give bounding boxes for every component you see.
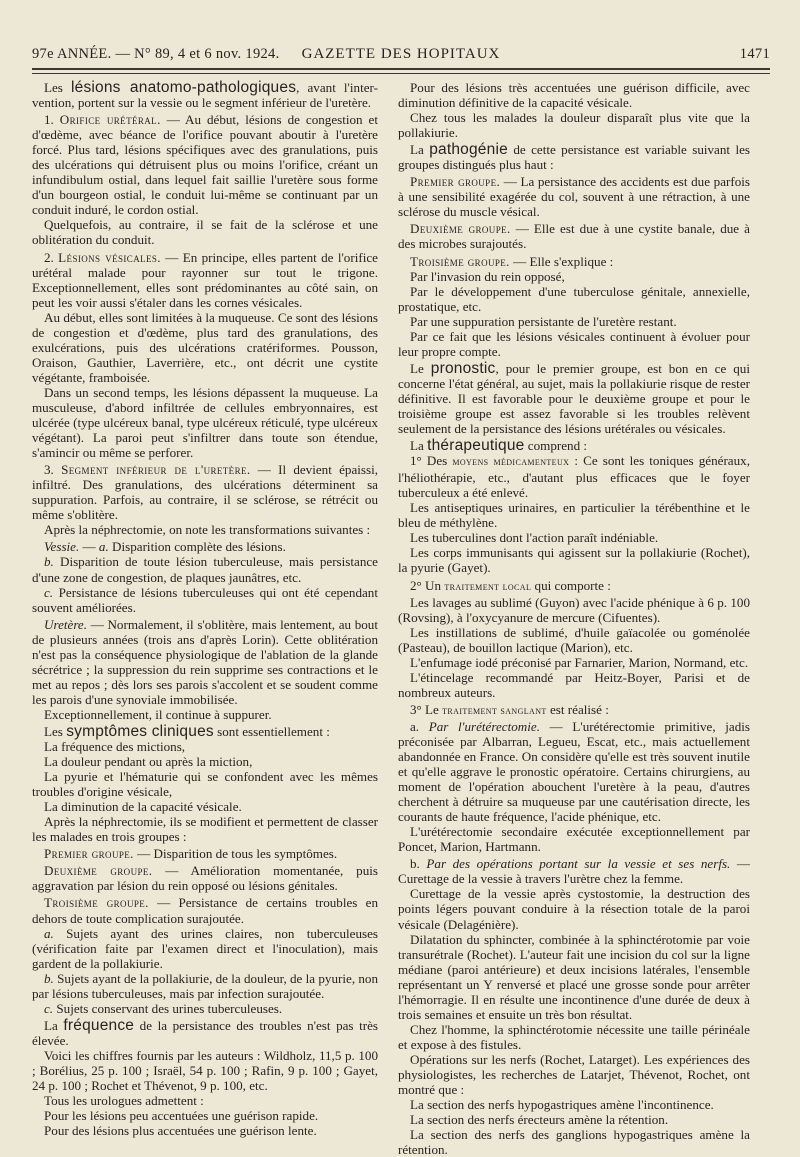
header-rule-thick: [32, 68, 770, 70]
paragraph: Premier groupe. — Disparition de tous les symptômes.: [44, 846, 338, 862]
paragraph: Chez l'homme, la sphinctérotomie nécessite une taille périnéale et expose à des fistules.: [398, 1021, 750, 1052]
paragraph: Pour des lésions plus accentuées une guérison lente.: [44, 1123, 317, 1139]
paragraph: 3. Segment inférieur de l'uretère. — Il devient épaissi, infiltré. Des granulations, des ulcérations déterminent sa suppuration. Parfois, au contraire, il se sclérose, se rétrécit ou même s'oblitère.: [32, 462, 379, 523]
paragraph: Les tuberculines dont l'action paraît indéniable.: [410, 530, 659, 546]
group-label: Premier groupe.: [44, 846, 134, 862]
paragraph: Après la néphrectomie, ils se modifient et permettent de classer les malades en trois groupes :: [32, 814, 378, 845]
paragraph: Uretère. — Normalement, il s'oblitère, mais lentement, au bout de plusieurs années (trois ans d'après Lorin). Cette oblitération n'est pas la conséquence physiologique de l'ablation de la glande sécrétrice ; la suppression du rein supprime ses contractions et le met au repos ; dès lors ses parois s'accolent et se soudent comme les parois d'une synoviale immobilisée.: [32, 616, 378, 707]
right-column: [398, 80, 751, 1157]
paragraph: c. Sujets conservant des urines tuberculeuses.: [44, 1000, 283, 1016]
section-heading: thérapeutique: [427, 437, 525, 455]
paragraph: 2. Lésions vésicales. — En principe, elles partent de l'orifice urétéral malade pour rayonner sur tout le trigone. Exceptionnellement, elles sont prédominantes au côté sain, on peut les voir aussi s'étaler dans les cornes vésicales.: [32, 249, 378, 310]
paragraph: a. Par l'urétérectomie. — L'urétérectomie primitive, jadis préconisée par Albarran, Legueu, Escat, etc., mais actuellement abandonnée en France. On considère qu'elle est très souvent inutile et qu'elle aggrave le pronostic opératoire. Certains chirurgiens, au moment de l'opération abouchent l'uretère à la peau, d'autres cherchent à détruire sa muqueuse par une cautérisation directe, les courants de haute fréquence, l'acide phénique, etc.: [398, 718, 750, 825]
paragraph: Vessie. — a. Disparition complète des lésions.: [44, 539, 286, 555]
group-label: Deuxième groupe.: [410, 221, 511, 237]
paragraph: Opérations sur les nerfs (Rochet, Latarget). Les expériences des physiologistes, les recherches de Latarjet, Thévenot, Rochet, ont montré que :: [398, 1051, 750, 1098]
paragraph: Les instillations de sublimé, d'huile gaïacolée ou goménolée (Pasteau), de bouillon lactique (Marion), etc.: [398, 624, 750, 655]
paragraph: 2° Un traitement local qui comporte :: [410, 577, 611, 593]
page-number: 1471: [739, 46, 770, 62]
paragraph: Deuxième groupe. — Elle est due à une cystite banale, due à des microbes surajoutés.: [398, 221, 750, 252]
paragraph: 1° Des moyens médicamenteux : Ce sont les toniques généraux, l'héliothérapie, etc., d'autant plus efficaces que le foyer tuberculeux a été enlevé.: [398, 453, 750, 501]
paragraph: Les antiseptiques urinaires, en particulier la térébenthine et le bleu de méthylène.: [398, 500, 750, 531]
left-column: [32, 80, 378, 1140]
header-rule-thin: [32, 73, 770, 74]
subsection-title: traitement local: [444, 580, 532, 593]
journal-title: GAZETTE DES HOPITAUX: [301, 46, 501, 62]
paragraph: 1. Orifice urétéral. — Au début, lésions de congestion et d'œdème, avec béance de l'orifice pouvant aboutir à l'uretère forcé. Plus tard, lésions spécifiques avec des granulations, puis des ulcérations qui détruisent plus ou moins l'orifice, créant un infundibulum ostial, dans lequel fait saillie l'uretère sous forme d'un bourgeon ostial, le conduit lui-même se continuant par un conduit induré, le cordon ostial.: [32, 112, 379, 218]
paragraph: Les lésions anatomo-pathologiques, avant l'inter-vention, portent sur la vessie ou le segment inférieur de l'uretère.: [32, 79, 378, 111]
paragraph: Tous les urologues admettent :: [44, 1093, 204, 1109]
paragraph: Par une suppuration persistante de l'uretère restant.: [410, 313, 677, 329]
paragraph: L'étincelage recommandé par Heitz-Boyer, Parisi et de nombreux auteurs.: [398, 669, 750, 700]
paragraph: Troisième groupe. — Persistance de certains troubles en dehors de toute complication surajoutée.: [32, 895, 378, 926]
subsection-title: Segment inférieur de l'uretère.: [61, 462, 251, 478]
paragraph: 3° Le traitement sanglant est réalisé :: [410, 701, 609, 717]
paragraph: Pour des lésions très accentuées une guérison difficile, avec diminution définitive de la capacité vésicale.: [398, 80, 750, 111]
paragraph: L'enfumage iodé préconisé par Farnarier, Marion, Normand, etc.: [410, 654, 749, 670]
paragraph: a. Sujets ayant des urines claires, non tuberculeuses (vérification faite par l'examen direct et l'inoculation), mais gardent de la pollakiurie.: [32, 925, 378, 971]
paragraph: Les corps immunisants qui agissent sur la pollakiurie (Rochet), la pyurie (Gayet).: [398, 545, 750, 576]
paragraph: b. Disparition de toute lésion tuberculeuse, mais persistance d'une zone de congestion, de plaques jaunâtres, etc.: [32, 554, 378, 585]
subsection-title: moyens médicamenteux: [452, 456, 570, 469]
paragraph: Au début, elles sont limitées à la muqueuse. Ce sont des lésions de congestion et d'œdème, plus tard des granulations, des exulcérations, puis des ulcérations cratériformes. Pousson, Oraison, Gauthier, Laverrière, etc., ont décrit une cystite végétante, framboisée.: [32, 309, 378, 385]
subsection-title: Par des opérations portant sur la vessie et ses nerfs.: [426, 856, 731, 872]
paragraph: b. Sujets ayant de la pollakiurie, de la douleur, de la pyurie, non par lésions tuberculeuses, mais par infection surajoutée.: [32, 970, 379, 1001]
paragraph: b. Par des opérations portant sur la vessie et ses nerfs. — Curettage de la vessie à travers l'urètre chez la femme.: [398, 856, 751, 887]
paragraph: La thérapeutique comprend :: [410, 437, 588, 455]
paragraph: Chez tous les malades la douleur disparaît plus vite que la pollakiurie.: [398, 110, 750, 141]
paragraph: Par ce fait que les lésions vésicales continuent à évoluer pour leur propre compte.: [398, 328, 750, 359]
paragraph: Le pronostic, pour le premier groupe, est bon en ce qui concerne l'état général, au sujet, mais la pollakiurie risque de rester définitive. Il est favorable pour le deuxième groupe et pour le troisième groupe est assez favorable si les troubles relèvent seulement de la persistance des lésions urétérales ou vésicales.: [398, 359, 750, 437]
section-heading: symptômes cliniques: [66, 722, 214, 740]
section-heading: lésions anatomo-pathologiques: [70, 79, 297, 96]
paragraph: Troisième groupe. — Elle s'explique :: [410, 253, 614, 269]
paragraph: La fréquence de la persistance des troubles n'est pas très élevée.: [32, 1016, 378, 1048]
paragraph: Pour les lésions peu accentuées une guérison rapide.: [44, 1108, 319, 1124]
paragraph: Par le développement d'une tuberculose génitale, annexielle, prostatique, etc.: [398, 283, 750, 314]
section-heading: fréquence: [63, 1016, 135, 1034]
paragraph: Premier groupe. — La persistance des accidents est due parfois à une sensibilité exagérée du col, souvent à une rétraction, à une sclérose du muscle vésical.: [398, 174, 751, 220]
group-label: Premier groupe.: [410, 174, 501, 190]
paragraph: L'urétérectomie secondaire exécutée exceptionnellement par Poncet, Marion, Hartmann.: [398, 824, 750, 855]
paragraph: Curettage de la vessie après cystostomie, la destruction des points légers pouvant conduire à la résection totale de la paroi vésicale (Delagénière).: [398, 886, 750, 932]
paragraph: Exceptionnellement, il continue à suppurer.: [44, 706, 272, 722]
paragraph: La section des nerfs érecteurs amène la rétention.: [410, 1112, 669, 1128]
paragraph: La pyurie et l'hématurie qui se confondent avec les mêmes troubles d'origine vésicale,: [32, 769, 378, 800]
paragraph: Les symptômes cliniques sont essentiellement :: [44, 722, 330, 740]
paragraph: La diminution de la capacité vésicale.: [44, 799, 242, 815]
paragraph: La pathogénie de cette persistance est variable suivant les groupes distingués plus haut :: [398, 141, 750, 173]
paragraph: Après la néphrectomie, on note les transformations suivantes :: [44, 522, 371, 538]
paragraph: Les lavages au sublimé (Guyon) avec l'acide phénique à 6 p. 100 (Rovsing), à l'oxycyanure de mercure (Cifuentes).: [398, 594, 750, 625]
issue-info: 97e ANNÉE. — N° 89, 4 et 6 nov. 1924.: [32, 46, 280, 62]
paragraph: Par l'invasion du rein opposé,: [410, 268, 565, 284]
paragraph: c. Persistance de lésions tuberculeuses qui ont été cependant souvent améliorées.: [32, 584, 378, 615]
paragraph: Dans un second temps, les lésions dépassent la muqueuse. La musculeuse, d'abord infiltrée de cellules embryonnaires, est ulcérée (type ulcéreux banal, type ulcéreux réticulé, type ulcéreux végétant). La paroi peut s'infiltrer dans toute son étendue, s'amincir ou même se perforer.: [32, 384, 378, 461]
paragraph: Voici les chiffres fournis par les auteurs : Wildholz, 11,5 p. 100 ; Borélius, 25 p. 100 ; Israël, 54 p. 100 ; Rafin, 9 p. 100 ; Gayet, 24 p. 100 ; Rochet et Thévenot, 9 p. 100, etc.: [32, 1047, 378, 1094]
paragraph: La fréquence des mictions,: [44, 739, 186, 755]
paragraph: La section des nerfs des ganglions hypogastriques amène la rétention.: [398, 1127, 750, 1157]
subsection-title: Lésions vésicales.: [58, 249, 161, 265]
paragraph: Dilatation du sphincter, combinée à la sphinctérotomie par voie transurétrale (Rochet). L'auteur fait une incision du col sur la ligne médiane (paroi antérieure) et deux incisions latérales, l'ensemble représentant un Y renversé et placé une grosse sonde pour arrêter l'hémorragie. Il en résulte une incontinence d'une durée de deux à trois semaines et ensuite un très bon résultat.: [398, 931, 750, 1022]
subsection-title: traitement sanglant: [442, 704, 547, 717]
section-heading: pathogénie: [429, 141, 508, 159]
paragraph: La douleur pendant ou après la miction,: [44, 754, 253, 770]
subsection-title: Par l'urétérectomie.: [428, 718, 540, 734]
group-label: Troisième groupe.: [410, 253, 510, 269]
paragraph: Quelquefois, au contraire, il se fait de la sclérose et une oblitération du conduit.: [32, 217, 378, 248]
subsection-title: Orifice urétéral.: [59, 112, 161, 128]
group-label: Deuxième groupe.: [44, 863, 153, 879]
page-header: [32, 40, 770, 66]
paragraph: Deuxième groupe. — Amélioration momentanée, puis aggravation par lésion du rein opposé ou lésions génitales.: [32, 863, 378, 894]
group-label: Troisième groupe.: [44, 895, 149, 911]
paragraph: La section des nerfs hypogastriques amène l'incontinence.: [410, 1097, 714, 1113]
section-heading: pronostic: [430, 359, 496, 377]
